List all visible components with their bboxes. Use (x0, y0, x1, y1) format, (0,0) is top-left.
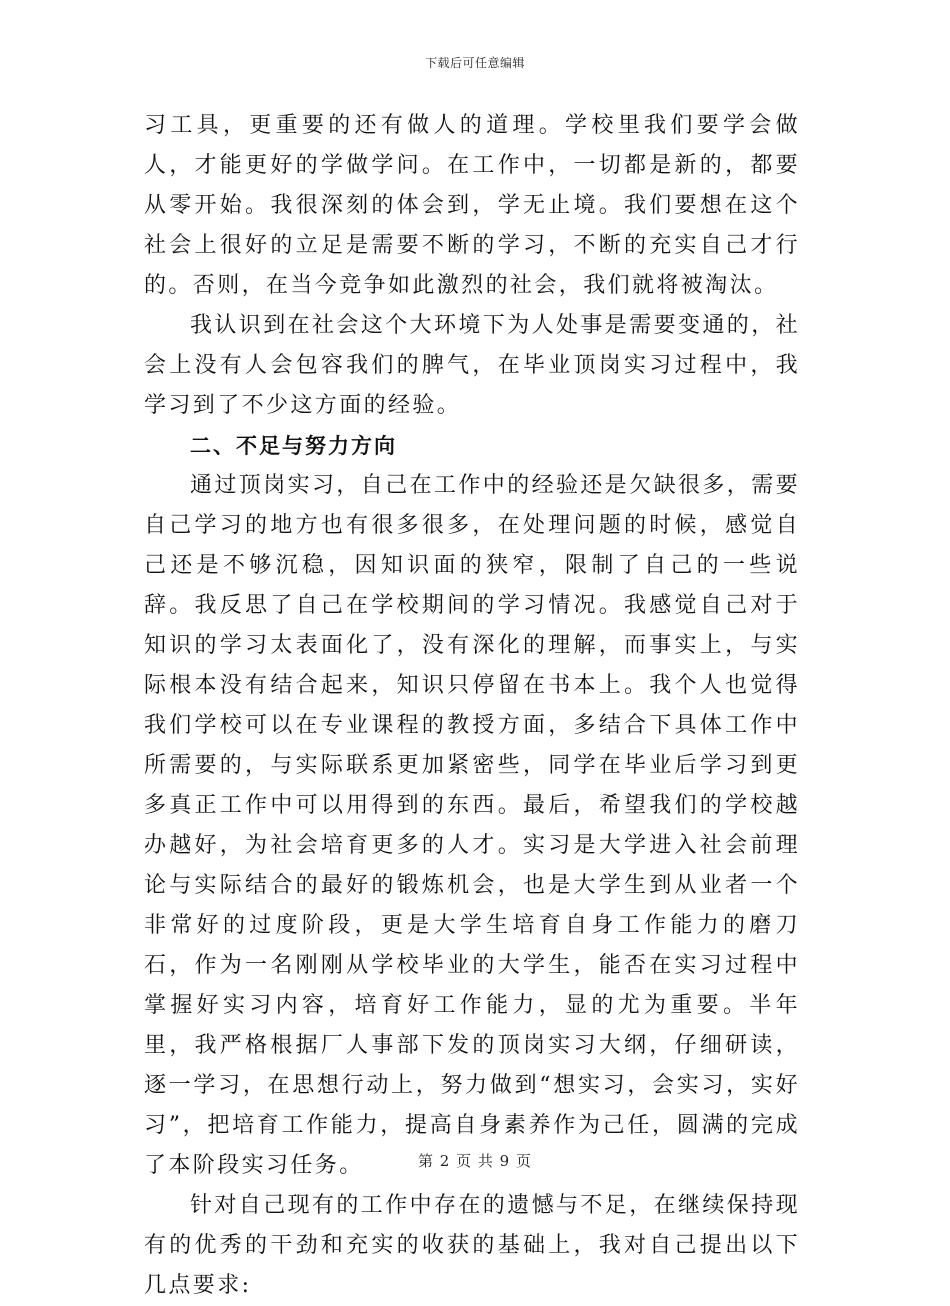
paragraph-shortcomings: 通过顶岗实习，自己在工作中的经验还是欠缺很多，需要自己学习的地方也有很多很多，在处理问题的时候，感觉自己还是不够沉稳，因知识面的狭窄，限制了自己的一些说辞。我反思了自己在学校期间的学习情况。我感觉自己对于知识的学习太表面化了，没有深化的理解，而事实上，与实际根本没有结合起来，知识只停留在书本上。我个人也觉得我们学校可以在专业课程的教授方面，多结合下具体工作中所需要的，与实际联系更加紧密些，同学在毕业后学习到更多真正工作中可以用得到的东西。最后，希望我们的学校越办越好，为社会培育更多的人才。实习是大学进入社会前理论与实际结合的最好的锻炼机会，也是大学生到从业者一个非常好的过度阶段，更是大学生培育自身工作能力的磨刀石，作为一名刚刚从学校毕业的大学生，能否在实习过程中掌握好实习内容，培育好工作能力，显的尤为重要。半年里，我严格根据厂人事部下发的顶岗实习大纲，仔细研读，逐一学习，在思想行动上，努力做到“想实习，会实习，实好习”，把培育工作能力，提高自身素养作为己任，圆满的完成了本阶段实习任务。 (144, 473, 801, 1178)
paragraph-social-adaptation: 我认识到在社会这个大环境下为人处事是需要变通的，社会上没有人会包容我们的脾气，在毕业顶岗实习过程中，我学习到了不少这方面的经验。 (144, 313, 801, 418)
paragraph-requirements: 针对自己现有的工作中存在的遗憾与不足，在继续保持现有的优秀的干劲和充实的收获的基础上，我对自己提出以下几点要求: (144, 1193, 801, 1298)
section-heading: 二、不足与努力方向 (190, 434, 397, 458)
page-header: 下载后可任意编辑 (424, 56, 525, 70)
document-body (144, 106, 800, 1306)
paragraph-continued: 习工具，更重要的还有做人的道理。学校里我们要学会做人，才能更好的学做学问。在工作中，一切都是新的，都要从零开始。我很深刻的体会到，学无止境。我们要想在这个社会上很好的立足是需要不断的学习，不断的充实自己才行的。否则，在当今竞争如此激烈的社会，我们就将被淘汰。 (144, 113, 800, 298)
page-footer: 第 2 页 共 9 页 (418, 1152, 532, 1170)
